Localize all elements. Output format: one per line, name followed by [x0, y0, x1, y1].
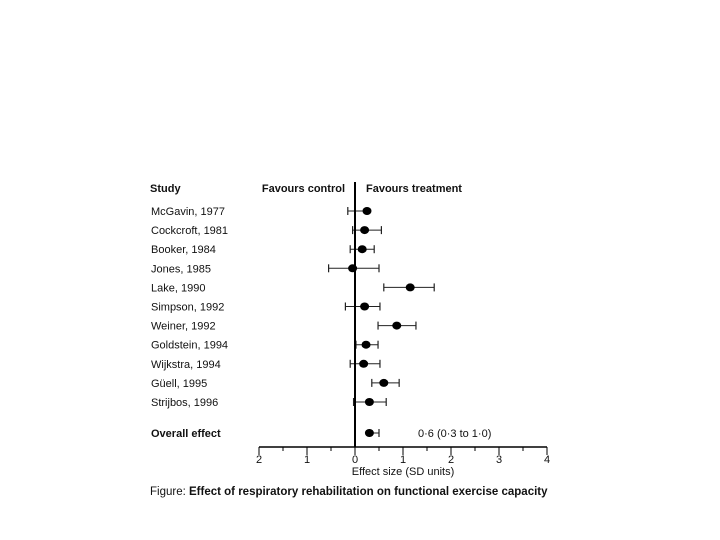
- point-estimate: [392, 322, 401, 330]
- point-estimate: [379, 379, 388, 387]
- study-name: Booker, 1984: [151, 244, 216, 257]
- study-name: Goldstein, 1994: [151, 339, 229, 352]
- study-name: Güell, 1995: [151, 377, 208, 390]
- study-row: [151, 282, 434, 294]
- study-row: [151, 378, 399, 390]
- study-row: [151, 302, 380, 314]
- x-tick-label: 0: [351, 454, 359, 466]
- study-name: Simpson, 1992: [151, 301, 225, 314]
- point-estimate: [360, 226, 369, 234]
- point-estimate: [365, 429, 374, 437]
- favours-control-label: Favours control: [261, 183, 345, 195]
- x-tick-label: 4: [543, 454, 551, 466]
- study-name: Wijkstra, 1994: [151, 358, 221, 371]
- study-name: McGavin, 1977: [151, 206, 225, 218]
- study-row: [151, 340, 378, 352]
- x-tick-label: 3: [495, 454, 503, 466]
- figure-caption: [150, 486, 570, 499]
- x-tick-label: 1: [399, 454, 407, 466]
- study-name: Jones, 1985: [151, 263, 211, 276]
- overall-estimate-text: 0·6 (0·3 to 1·0): [418, 428, 492, 440]
- x-tick-label: 2: [255, 454, 263, 466]
- study-column-header: Study: [150, 183, 181, 195]
- overall-effect-label: Overall effect: [151, 428, 221, 440]
- study-name: Cockcroft, 1981: [151, 225, 229, 238]
- point-estimate: [360, 303, 369, 311]
- study-row: [151, 263, 379, 275]
- study-name: Weiner, 1992: [151, 320, 216, 333]
- study-row: [151, 244, 374, 256]
- point-estimate: [406, 283, 415, 291]
- x-axis-title: Effect size (SD units): [351, 466, 455, 478]
- caption-title: Effect of respiratory rehabilitation on functional exercise capacity: [189, 486, 548, 498]
- point-estimate: [359, 360, 368, 368]
- study-name: Strijbos, 1996: [151, 397, 219, 409]
- caption-prefix: Figure:: [150, 486, 189, 498]
- study-row: [151, 206, 372, 218]
- point-estimate: [363, 207, 372, 215]
- study-row: [151, 359, 380, 371]
- study-name: Lake, 1990: [151, 282, 206, 295]
- x-tick-label: 2: [447, 454, 455, 466]
- point-estimate: [358, 245, 367, 253]
- study-row: [151, 397, 386, 409]
- study-row: [151, 321, 416, 333]
- overall-row: [151, 428, 491, 440]
- point-estimate: [365, 398, 374, 406]
- study-row: [151, 225, 381, 237]
- point-estimate: [362, 341, 371, 349]
- favours-treatment-label: Favours treatment: [366, 183, 462, 195]
- x-tick-label: 1: [303, 454, 311, 466]
